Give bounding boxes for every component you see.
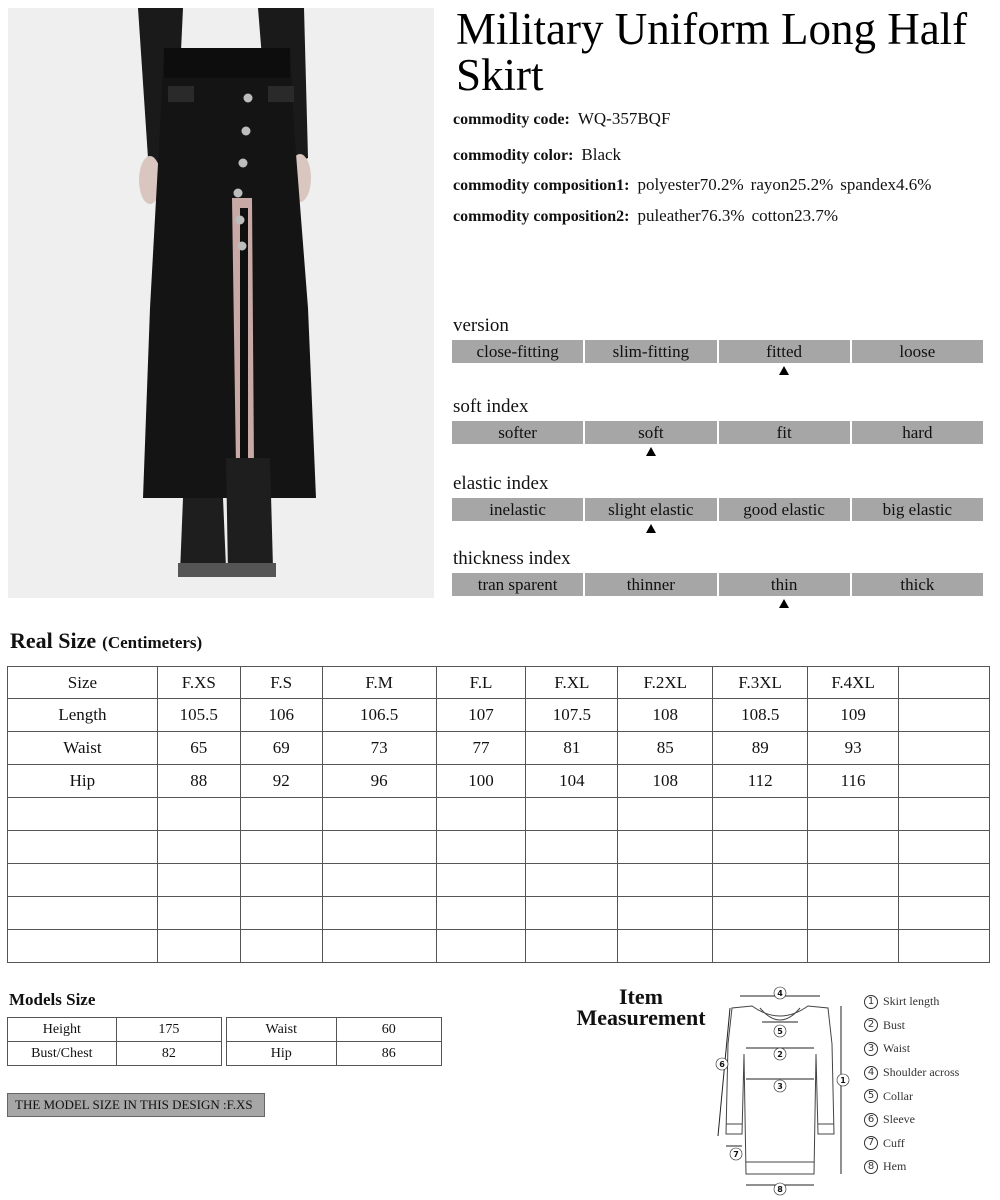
models-row <box>8 1018 222 1042</box>
size-cell: 104 <box>526 765 618 798</box>
size-row <box>8 699 990 732</box>
real-size-heading: Real Size <box>10 628 97 653</box>
size-row-label <box>8 831 158 864</box>
thickness-index-option-selected: thin <box>719 573 850 596</box>
models-size-table-right <box>226 1017 442 1066</box>
commodity-code-label: commodity code: <box>453 111 570 128</box>
composition1-item: spandex4.6% <box>840 175 932 194</box>
version-option: slim-fitting <box>585 340 716 363</box>
size-row <box>8 831 990 864</box>
size-cell <box>713 897 808 930</box>
legend-label: Waist <box>883 1041 911 1056</box>
models-cell-value: 60 <box>336 1018 441 1042</box>
models-size-title: Models Size <box>9 990 96 1009</box>
size-cell <box>436 897 526 930</box>
legend-item <box>864 1014 959 1038</box>
legend-number: 8 <box>864 1160 878 1174</box>
version-option-selected: fitted <box>719 340 850 363</box>
models-cell-value: 86 <box>336 1042 441 1066</box>
soft-index-option-selected: soft <box>585 421 716 444</box>
size-header-cell: F.M <box>322 667 436 699</box>
models-cell-label: Bust/Chest <box>8 1042 117 1066</box>
size-cell <box>157 798 240 831</box>
size-cell: 88 <box>157 765 240 798</box>
size-cell <box>322 798 436 831</box>
legend-item <box>864 1155 959 1179</box>
size-cell <box>157 897 240 930</box>
soft-index-label: soft index <box>453 396 529 417</box>
size-cell <box>526 930 618 963</box>
size-cell <box>899 699 990 732</box>
legend-number: 6 <box>864 1113 878 1127</box>
version-scale <box>452 340 983 363</box>
commodity-color-label: commodity color: <box>453 147 574 164</box>
composition2-item: cotton23.7% <box>751 206 838 225</box>
models-row <box>227 1042 442 1066</box>
size-cell <box>808 831 899 864</box>
size-cell <box>899 864 990 897</box>
size-cell: 105.5 <box>157 699 240 732</box>
size-header-cell <box>899 667 990 699</box>
size-cell <box>240 798 322 831</box>
legend-label: Collar <box>883 1088 913 1103</box>
size-cell <box>322 930 436 963</box>
size-cell <box>526 897 618 930</box>
size-cell <box>322 897 436 930</box>
size-cell: 107 <box>436 699 526 732</box>
version-option: close-fitting <box>452 340 583 363</box>
real-size-title <box>10 628 202 654</box>
size-row <box>8 897 990 930</box>
size-header-cell: F.XL <box>526 667 618 699</box>
composition2-item: puleather76.3% <box>637 206 745 225</box>
size-cell: 85 <box>618 732 713 765</box>
size-cell <box>899 732 990 765</box>
thickness-index-scale <box>452 573 983 596</box>
size-cell <box>436 798 526 831</box>
size-cell: 73 <box>322 732 436 765</box>
size-cell <box>240 831 322 864</box>
size-cell: 106.5 <box>322 699 436 732</box>
size-cell <box>526 798 618 831</box>
size-header-cell: F.4XL <box>808 667 899 699</box>
size-cell: 108 <box>618 765 713 798</box>
thickness-index-label: thickness index <box>453 548 571 569</box>
diagram-marker-2: 2 <box>777 1050 783 1059</box>
models-cell-label: Hip <box>227 1042 337 1066</box>
elastic-index-scale <box>452 498 983 521</box>
size-cell <box>157 930 240 963</box>
size-cell <box>240 864 322 897</box>
size-cell: 96 <box>322 765 436 798</box>
item-measurement-title: Item Measurement <box>576 984 706 1030</box>
size-row-label <box>8 930 158 963</box>
size-cell <box>899 765 990 798</box>
size-cell <box>713 831 808 864</box>
size-cell <box>899 897 990 930</box>
commodity-code-value: WQ-357BQF <box>577 109 671 128</box>
legend-item <box>864 1037 959 1061</box>
size-row <box>8 864 990 897</box>
real-size-table <box>7 666 990 963</box>
composition1-label: commodity composition1: <box>453 177 630 194</box>
size-cell <box>157 831 240 864</box>
size-cell <box>899 930 990 963</box>
size-header-cell: F.3XL <box>713 667 808 699</box>
size-header-cell: Size <box>8 667 158 699</box>
models-row <box>227 1018 442 1042</box>
size-cell: 108.5 <box>713 699 808 732</box>
size-cell <box>618 798 713 831</box>
size-row <box>8 765 990 798</box>
size-cell <box>808 864 899 897</box>
product-title: Military Uniform Long Half Skirt <box>456 4 968 100</box>
elastic-index-option: inelastic <box>452 498 583 521</box>
size-cell: 109 <box>808 699 899 732</box>
size-cell <box>240 897 322 930</box>
legend-label: Shoulder across <box>883 1065 960 1080</box>
diagram-marker-1: 1 <box>840 1076 846 1085</box>
size-cell <box>157 864 240 897</box>
thickness-index-option: thinner <box>585 573 716 596</box>
version-label: version <box>453 315 509 336</box>
legend-number: 4 <box>864 1066 878 1080</box>
size-cell: 106 <box>240 699 322 732</box>
legend-label: Sleeve <box>883 1112 915 1127</box>
diagram-marker-6: 6 <box>719 1060 725 1069</box>
size-cell <box>808 930 899 963</box>
size-cell <box>526 864 618 897</box>
legend-label: Hem <box>883 1159 907 1174</box>
legend-label: Cuff <box>883 1135 905 1150</box>
size-row <box>8 930 990 963</box>
legend-label: Bust <box>883 1017 906 1032</box>
diagram-marker-8: 8 <box>777 1185 783 1194</box>
size-cell: 89 <box>713 732 808 765</box>
size-cell: 81 <box>526 732 618 765</box>
composition1-row <box>453 175 938 195</box>
version-option: loose <box>852 340 983 363</box>
size-cell: 116 <box>808 765 899 798</box>
size-cell <box>713 864 808 897</box>
size-cell: 112 <box>713 765 808 798</box>
legend-number: 2 <box>864 1018 878 1032</box>
size-cell: 100 <box>436 765 526 798</box>
size-row-label <box>8 864 158 897</box>
legend-item <box>864 1061 959 1085</box>
diagram-marker-7: 7 <box>733 1150 739 1159</box>
soft-index-option: hard <box>852 421 983 444</box>
legend-item <box>864 990 959 1014</box>
soft-index-option: softer <box>452 421 583 444</box>
size-row-label <box>8 897 158 930</box>
size-row <box>8 798 990 831</box>
size-cell <box>713 930 808 963</box>
measurement-diagram <box>700 984 860 1198</box>
elastic-index-label: elastic index <box>453 473 549 494</box>
size-cell <box>899 798 990 831</box>
soft-index-option: fit <box>719 421 850 444</box>
thickness-index-option: tran sparent <box>452 573 583 596</box>
size-cell <box>436 864 526 897</box>
diagram-marker-5: 5 <box>777 1027 783 1036</box>
size-header-row <box>8 667 990 699</box>
composition1-item: rayon25.2% <box>750 175 834 194</box>
soft-index-scale <box>452 421 983 444</box>
size-row-label: Length <box>8 699 158 732</box>
size-cell <box>322 831 436 864</box>
size-header-cell: F.L <box>436 667 526 699</box>
elastic-index-option: good elastic <box>719 498 850 521</box>
composition2-label: commodity composition2: <box>453 208 630 225</box>
size-cell <box>436 831 526 864</box>
models-size-table-left <box>7 1017 222 1066</box>
models-cell-value: 175 <box>116 1018 221 1042</box>
size-cell <box>436 930 526 963</box>
legend-number: 7 <box>864 1136 878 1150</box>
size-row-label: Hip <box>8 765 158 798</box>
size-cell: 69 <box>240 732 322 765</box>
size-cell <box>526 831 618 864</box>
legend-number: 5 <box>864 1089 878 1103</box>
size-cell <box>808 798 899 831</box>
elastic-index-option: big elastic <box>852 498 983 521</box>
legend-number: 3 <box>864 1042 878 1056</box>
legend-item <box>864 1108 959 1132</box>
size-cell <box>618 831 713 864</box>
size-cell <box>899 831 990 864</box>
composition1-item: polyester70.2% <box>637 175 744 194</box>
diagram-marker-4: 4 <box>777 989 783 998</box>
size-row-label <box>8 798 158 831</box>
size-cell: 77 <box>436 732 526 765</box>
measurement-legend <box>864 990 959 1179</box>
size-cell <box>618 864 713 897</box>
legend-item <box>864 1084 959 1108</box>
commodity-color-row <box>453 145 621 165</box>
size-cell <box>240 930 322 963</box>
size-row-label: Waist <box>8 732 158 765</box>
model-size-note: THE MODEL SIZE IN THIS DESIGN :F.XS <box>7 1093 265 1117</box>
models-cell-value: 82 <box>116 1042 221 1066</box>
real-size-unit: (Centimeters) <box>102 633 203 652</box>
size-header-cell: F.XS <box>157 667 240 699</box>
size-cell: 93 <box>808 732 899 765</box>
size-cell <box>618 930 713 963</box>
size-cell: 65 <box>157 732 240 765</box>
thickness-index-option: thick <box>852 573 983 596</box>
models-cell-label: Height <box>8 1018 117 1042</box>
commodity-code-row <box>453 109 670 129</box>
size-cell <box>618 897 713 930</box>
models-cell-label: Waist <box>227 1018 337 1042</box>
commodity-color-value: Black <box>581 145 622 164</box>
product-photo <box>8 8 434 598</box>
composition2-row <box>453 206 845 226</box>
size-cell: 92 <box>240 765 322 798</box>
size-cell: 108 <box>618 699 713 732</box>
size-header-cell: F.2XL <box>618 667 713 699</box>
legend-number: 1 <box>864 995 878 1009</box>
size-cell <box>808 897 899 930</box>
size-row <box>8 732 990 765</box>
diagram-marker-3: 3 <box>777 1082 783 1091</box>
size-cell: 107.5 <box>526 699 618 732</box>
elastic-index-option-selected: slight elastic <box>585 498 716 521</box>
models-row <box>8 1042 222 1066</box>
size-cell <box>322 864 436 897</box>
legend-item <box>864 1132 959 1156</box>
legend-label: Skirt length <box>883 994 940 1009</box>
size-cell <box>713 798 808 831</box>
size-header-cell: F.S <box>240 667 322 699</box>
